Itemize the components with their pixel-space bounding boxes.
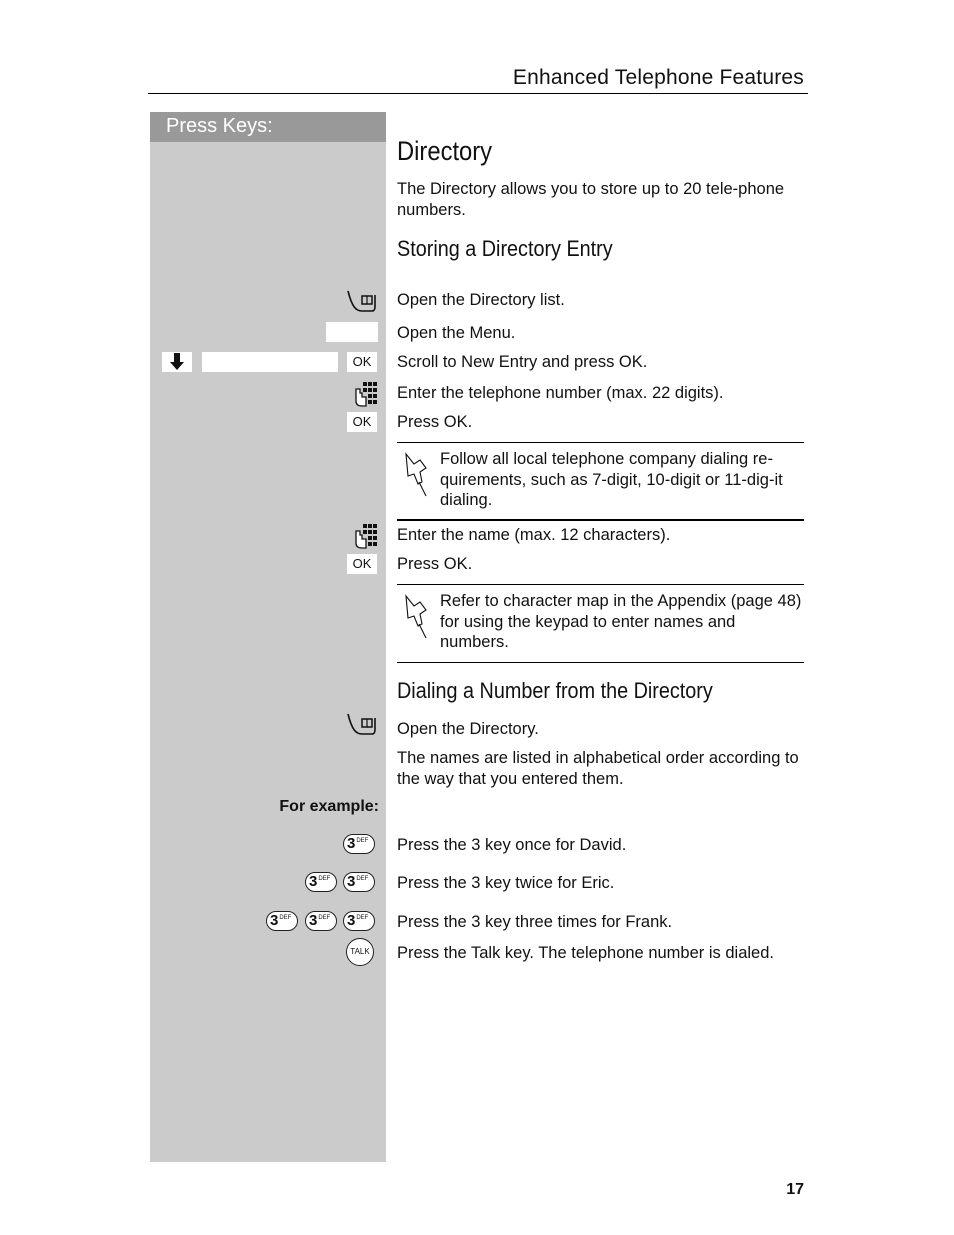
pushpin-icon	[404, 452, 430, 498]
note-rule-top	[397, 584, 804, 585]
note-rule-bottom	[397, 662, 804, 663]
press-keys-column	[150, 112, 386, 1162]
talk-key: TALK	[346, 938, 374, 966]
ok-key: OK	[347, 412, 377, 432]
keypad-icon	[353, 523, 379, 549]
note-character-map: Refer to character map in the Appendix (page 48) for using the keypad to enter names and numbers.	[440, 592, 802, 651]
digit-3-key: $3^{DEF}$	[305, 872, 337, 892]
example-frank: Press the 3 key three times for Frank.	[397, 913, 673, 931]
digit-3-key: $3^{DEF}$	[266, 911, 298, 931]
press-keys-label: Press Keys:	[150, 112, 386, 142]
directory-key-icon	[346, 287, 376, 313]
menu-softkey	[326, 322, 378, 342]
digit-3-key: $3^{DEF}$	[305, 911, 337, 931]
digit-3-key: $3^{DEF}$	[343, 911, 375, 931]
dialing-heading: Dialing a Number from the Directory	[397, 678, 713, 703]
step-open-directory-list: Open the Directory list.	[397, 291, 565, 309]
intro-text: The Directory allows you to store up to 20 tele-phone numbers.	[397, 180, 785, 219]
ok-key: OK	[347, 554, 377, 574]
step-enter-name: Enter the name (max. 12 characters).	[397, 526, 671, 544]
display-field	[202, 352, 338, 372]
pushpin-icon	[404, 594, 430, 640]
example-david: Press the 3 key once for David.	[397, 836, 627, 854]
running-header: Enhanced Telephone Features	[512, 66, 804, 89]
for-example-label: For example:	[279, 798, 379, 815]
step-scroll-new-entry: Scroll to New Entry and press OK.	[397, 353, 648, 371]
directory-key-icon	[346, 710, 376, 736]
ok-key: OK	[347, 352, 377, 372]
digit-3-key: $3^{DEF}$	[343, 834, 375, 854]
page-number: 17	[786, 1181, 804, 1198]
step-open-menu: Open the Menu.	[397, 324, 516, 342]
note-rule-top	[397, 442, 804, 443]
down-arrow-icon	[162, 352, 192, 372]
storing-heading: Storing a Directory Entry	[397, 236, 613, 261]
step-press-ok-name: Press OK.	[397, 555, 473, 573]
page-title: Directory	[397, 136, 493, 166]
names-info: The names are listed in alphabetical order according to the way that you entered them.	[397, 749, 799, 788]
example-talk: Press the Talk key. The telephone number is dialed.	[397, 944, 774, 962]
note-dialing-requirements: Follow all local telephone company dialing re-quirements, such as 7-digit, 10-digit or 11-dig-it dialing.	[440, 450, 783, 509]
digit-3-key: $3^{DEF}$	[343, 872, 375, 892]
header-rule	[148, 93, 808, 94]
keypad-icon	[353, 381, 379, 407]
step-open-directory: Open the Directory.	[397, 720, 539, 738]
step-press-ok: Press OK.	[397, 413, 473, 431]
example-eric: Press the 3 key twice for Eric.	[397, 874, 615, 892]
step-enter-number: Enter the telephone number (max. 22 digits).	[397, 384, 724, 402]
note-rule-bottom	[397, 519, 804, 521]
